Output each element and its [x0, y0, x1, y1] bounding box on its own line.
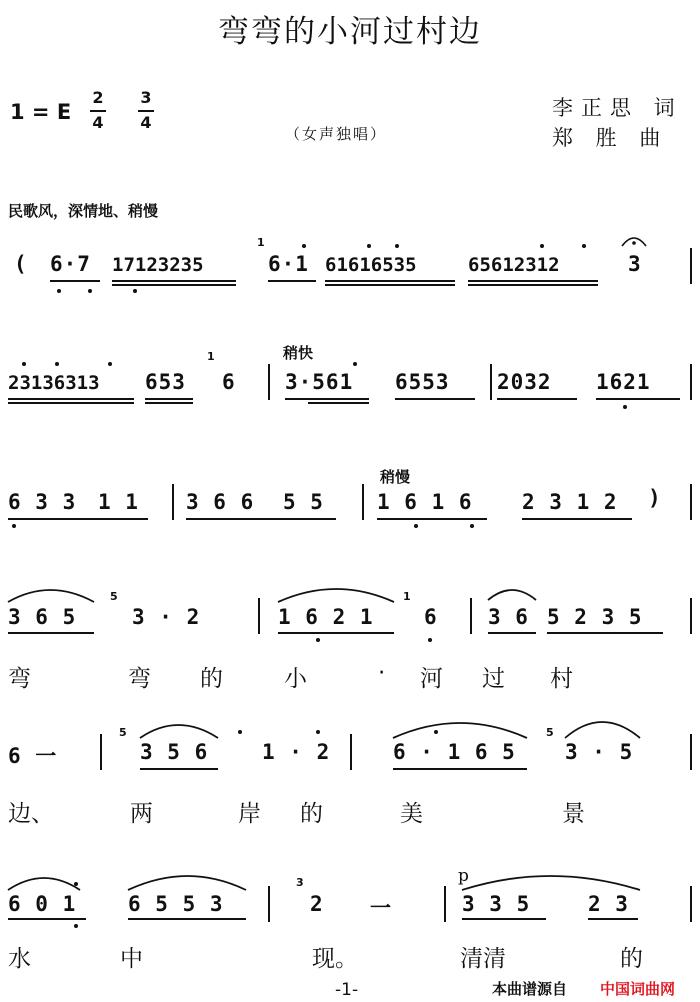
note-group: 3 6 — [488, 605, 529, 629]
note-group: 2 3 1 2 — [522, 490, 618, 514]
lyric: 景 — [562, 801, 585, 827]
beam-line — [522, 518, 632, 520]
note-group: 2 3 — [588, 892, 629, 916]
barline — [362, 484, 364, 520]
beam-line — [596, 398, 680, 400]
beam-line — [468, 280, 598, 282]
octave-dot — [434, 730, 438, 734]
note-group: 5 5 — [283, 490, 324, 514]
lyric: 的 — [300, 801, 323, 827]
barline — [350, 734, 352, 770]
note-group: 3 6 5 — [8, 605, 77, 629]
beam-line — [8, 518, 148, 520]
lyric: 清清 — [460, 946, 506, 972]
octave-dot — [353, 362, 357, 366]
octave-dot — [582, 244, 586, 248]
note-group: 1621 — [596, 370, 651, 394]
beam-line — [395, 398, 475, 400]
note-group: 6·1 — [268, 252, 309, 276]
slur — [393, 723, 527, 738]
octave-dot — [428, 638, 432, 642]
dynamic-piano: p — [458, 866, 469, 886]
source-label: 本曲谱源自 — [492, 980, 568, 998]
page-title: 弯弯的小河过村边 — [218, 14, 482, 50]
performance-mode: （女声独唱） — [285, 125, 388, 143]
lyricist-credit: 李正思 词 — [552, 96, 683, 120]
beam-line — [8, 632, 94, 634]
grace-note: 1 — [257, 236, 265, 249]
note-group: 6 0 1 — [8, 892, 77, 916]
site-name[interactable]: 中国词曲网 — [600, 980, 676, 998]
lyric: 过 — [482, 666, 505, 692]
note-group: 23136313 — [8, 372, 100, 394]
note-group: 1 1 — [98, 490, 139, 514]
lyric: · — [378, 660, 386, 686]
slur — [278, 589, 394, 602]
note-group: 3 · 2 — [132, 605, 201, 629]
note-group: 6 — [222, 370, 236, 394]
fermata-dot — [632, 241, 636, 245]
grace-note: 5 — [119, 726, 127, 739]
barline — [690, 248, 692, 284]
lyric: 现。 — [312, 946, 358, 972]
beam-line — [112, 280, 236, 282]
barline — [268, 364, 270, 400]
beam-line — [588, 918, 638, 920]
beam-line — [8, 918, 86, 920]
beam-line — [497, 398, 577, 400]
note-group: 6553 — [395, 370, 450, 394]
barline — [690, 484, 692, 520]
barline — [258, 598, 260, 634]
beam-line — [145, 402, 193, 404]
beam-line — [468, 284, 598, 286]
barline — [470, 598, 472, 634]
octave-dot — [74, 924, 78, 928]
lyric: 弯 — [128, 666, 151, 692]
slur — [8, 878, 80, 890]
beam-line — [140, 768, 218, 770]
note-group: 17123235 — [112, 254, 204, 276]
slur — [565, 722, 640, 738]
time-signature-a-numerator: 2 — [92, 88, 104, 107]
slur — [140, 725, 218, 738]
lyric: 的 — [620, 946, 643, 972]
lyric: 水 — [8, 946, 31, 972]
note-group: 3 3 5 — [462, 892, 531, 916]
tempo-mark-faster: 稍快 — [283, 344, 314, 362]
octave-dot — [540, 244, 544, 248]
barline — [690, 886, 692, 922]
time-signature-b-line — [138, 110, 154, 112]
barline — [690, 364, 692, 400]
lyric: 河 — [420, 666, 443, 692]
time-signature-a-denominator: 4 — [92, 113, 104, 132]
lyric: 两 — [130, 801, 153, 827]
lyric: 中 — [120, 946, 143, 972]
barline — [172, 484, 174, 520]
note-group: 61616535 — [325, 254, 417, 276]
beam-line — [325, 280, 455, 282]
barline — [268, 886, 270, 922]
lyric: 村 — [550, 666, 573, 692]
beam-line — [8, 398, 134, 400]
beam-line — [128, 918, 246, 920]
note-group: 6 一 — [8, 744, 58, 768]
beam-line — [50, 280, 100, 282]
note-group: ( — [14, 252, 28, 276]
octave-dot — [395, 244, 399, 248]
slur — [128, 876, 246, 890]
barline — [444, 886, 446, 922]
note-group: 2032 — [497, 370, 552, 394]
octave-dot — [316, 730, 320, 734]
beam-line — [145, 398, 193, 400]
key-signature: 1 = E — [10, 100, 72, 124]
octave-dot — [316, 638, 320, 642]
beam-line — [462, 918, 546, 920]
fermata-arc — [622, 238, 646, 246]
note-group: 1 · 2 — [262, 740, 331, 764]
slur — [462, 876, 640, 890]
beam-line — [325, 284, 455, 286]
octave-dot — [57, 289, 61, 293]
note-group: 6 · 1 6 5 — [393, 740, 516, 764]
note-group: 3 · 5 — [565, 740, 634, 764]
octave-dot — [414, 524, 418, 528]
lyric: 边、 — [8, 801, 54, 827]
grace-note: 1 — [403, 590, 411, 603]
octave-dot — [22, 362, 26, 366]
octave-dot — [108, 362, 112, 366]
octave-dot — [55, 362, 59, 366]
tempo-mark-slower: 稍慢 — [380, 468, 411, 486]
note-group: 1 6 2 1 — [278, 605, 374, 629]
beam-line — [278, 632, 394, 634]
barline — [100, 734, 102, 770]
page-number: -1- — [335, 980, 359, 1000]
tempo-style: 民歌风，深情地、稍慢 — [8, 202, 159, 220]
lyric: 岸 — [238, 801, 261, 827]
beam-line — [268, 280, 316, 282]
note-group: 6 3 3 — [8, 490, 77, 514]
note-group: 1 6 1 6 — [377, 490, 473, 514]
octave-dot — [623, 405, 627, 409]
note-group: 653 — [145, 370, 186, 394]
note-group: 6 — [424, 605, 438, 629]
octave-dot — [470, 524, 474, 528]
note-group: 6 5 5 3 — [128, 892, 224, 916]
beam-line — [8, 402, 134, 404]
barline — [690, 598, 692, 634]
beam-line — [377, 518, 487, 520]
slur — [8, 590, 94, 602]
note-group: ) — [648, 486, 662, 510]
lyric: 弯 — [8, 666, 31, 692]
lyric: 美 — [400, 801, 423, 827]
time-signature-b-numerator: 3 — [140, 88, 152, 107]
note-group: 3 6 6 — [186, 490, 255, 514]
barline — [490, 364, 492, 400]
beam-line — [285, 398, 369, 400]
slur — [488, 590, 536, 600]
grace-note: 5 — [110, 590, 118, 603]
note-group: 3·561 — [285, 370, 354, 394]
beam-line — [393, 768, 527, 770]
octave-dot — [367, 244, 371, 248]
grace-note: 3 — [296, 876, 304, 889]
composer-credit: 郑 胜 曲 — [552, 126, 669, 150]
lyric: 小 — [284, 666, 307, 692]
time-signature-a-line — [90, 110, 106, 112]
beam-line — [308, 402, 369, 404]
beam-line — [186, 518, 336, 520]
grace-note: 1 — [207, 350, 215, 363]
octave-dot — [74, 882, 78, 886]
grace-note: 5 — [546, 726, 554, 739]
beam-line — [547, 632, 663, 634]
note-group: 3 — [628, 252, 642, 276]
octave-dot — [238, 730, 242, 734]
octave-dot — [12, 524, 16, 528]
note-group: 65612312 — [468, 254, 560, 276]
octave-dot — [302, 244, 306, 248]
note-group: 2 — [310, 892, 324, 916]
barline — [690, 734, 692, 770]
note-group: 一 — [370, 896, 392, 920]
octave-dot — [133, 289, 137, 293]
beam-line — [488, 632, 536, 634]
time-signature-b-denominator: 4 — [140, 113, 152, 132]
note-group: 3 5 6 — [140, 740, 209, 764]
note-group: 6·7 — [50, 252, 91, 276]
note-group: 5 2 3 5 — [547, 605, 643, 629]
beam-line — [112, 284, 236, 286]
octave-dot — [88, 289, 92, 293]
lyric: 的 — [200, 666, 223, 692]
